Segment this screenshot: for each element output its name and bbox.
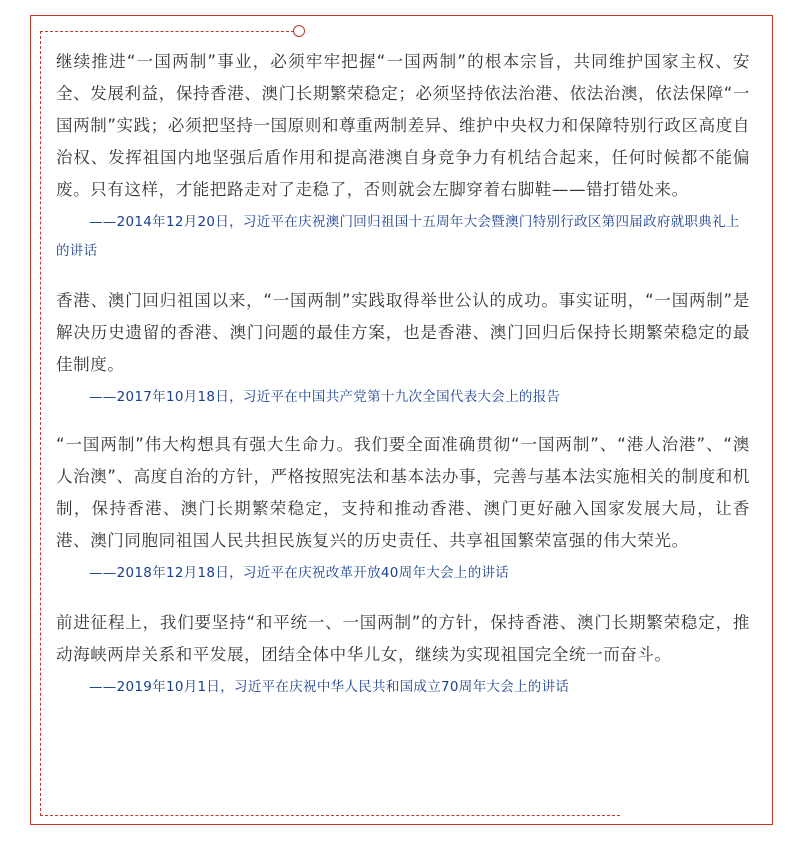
- circle-ornament-icon: [293, 25, 305, 37]
- quote-text: “一国两制”伟大构想具有强大生命力。我们要全面准确贯彻“一国两制”、“港人治港”、“澳人治澳”、高度自治的方针，严格按照宪法和基本法办事，完善与基本法实施相关的制度和机制，保持香港、澳门长期繁荣稳定，支持和推动香港、澳门更好融入国家发展大局，让香港、澳门同胞同祖国人民共担民族复兴的历史责任、共享祖国繁荣富强的伟大荣光。: [56, 435, 750, 550]
- quote-text: 前进征程上，我们要坚持“和平统一、一国两制”的方针，保持香港、澳门长期繁荣稳定，推动海峡两岸关系和平发展，团结全体中华儿女，继续为实现祖国完全统一而奋斗。: [56, 613, 750, 664]
- dashed-left-border: [40, 31, 41, 816]
- quote-block: [56, 429, 750, 588]
- quote-list: [56, 46, 750, 702]
- quote-text: 香港、澳门回归祖国以来，“一国两制”实践取得举世公认的成功。事实证明，“一国两制”是解决历史遗留的香港、澳门问题的最佳方案，也是香港、澳门回归后保持长期繁荣稳定的最佳制度。: [56, 291, 750, 374]
- quote-source: ——2019年10月1日，习近平在庆祝中华人民共和国成立70周年大会上的讲话: [89, 679, 570, 695]
- dashed-bottom-border: [40, 815, 620, 816]
- quote-source: ——2014年12月20日，习近平在庆祝澳门回归祖国十五周年大会暨澳门特别行政区第四届政府就职典礼上的讲话: [56, 214, 740, 259]
- quote-block: [56, 607, 750, 702]
- quote-source: ——2018年12月18日，习近平在庆祝改革开放40周年大会上的讲话: [89, 565, 510, 581]
- quote-block: [56, 46, 750, 266]
- quote-text: 继续推进“一国两制”事业，必须牢牢把握“一国两制”的根本宗旨，共同维护国家主权、安全、发展利益，保持香港、澳门长期繁荣稳定；必须坚持依法治港、依法治澳，依法保障“一国两制”实践；必须把坚持一国原则和尊重两制差异、维护中央权力和保障特别行政区高度自治权、发挥祖国内地坚强后盾作用和提高港澳自身竞争力有机结合起来，任何时候都不能偏废。只有这样，才能把路走对了走稳了，否则就会左脚穿着右脚鞋——错打错处来。: [56, 52, 750, 199]
- quote-block: [56, 285, 750, 412]
- quote-source: ——2017年10月18日，习近平在中国共产党第十九次全国代表大会上的报告: [89, 389, 561, 405]
- dashed-top-border: [40, 31, 294, 32]
